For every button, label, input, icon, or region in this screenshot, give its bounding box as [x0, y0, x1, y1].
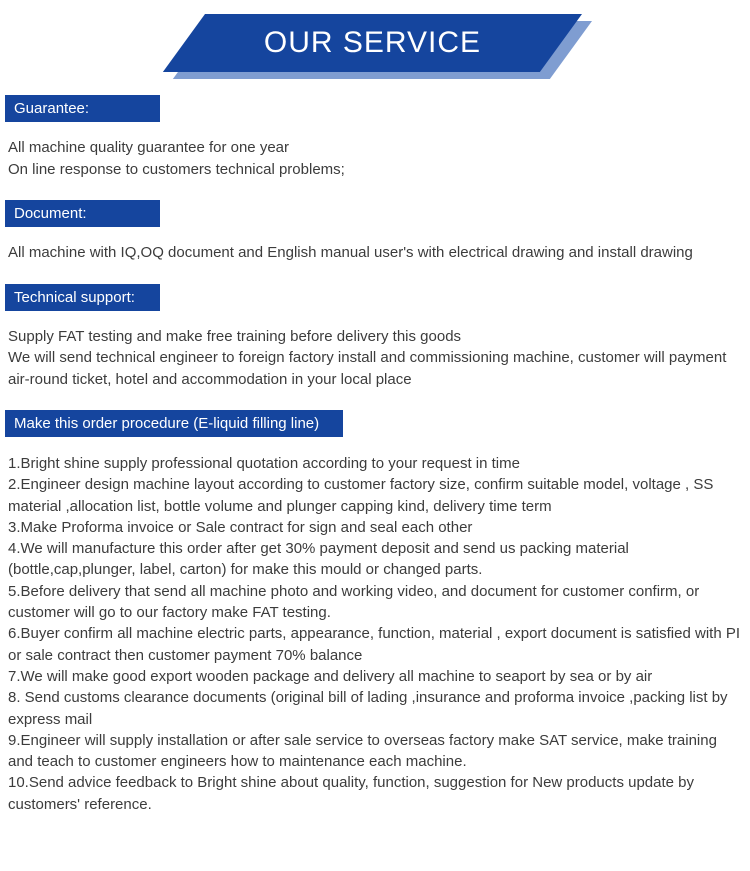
body-text-line: We will send technical engineer to foreign factory install and commissioning machine, customer will payment air-round ticket, hotel and accommodation in your local place [8, 349, 727, 388]
procedure-step: 2.Engineer design machine layout according to customer factory size, confirm suitable model, voltage , SS material ,allocation list, bottle volume and plunger capping kind, delivery time term [8, 476, 714, 515]
our-service-page [0, 14, 750, 815]
procedure-step: 5.Before delivery that send all machine photo and working video, and document for customer confirm, or customer will go to our factory make FAT testing. [8, 582, 700, 622]
body-text-line: On line response to customers technical problems; [8, 160, 345, 178]
procedure-step: 7.We will make good export wooden package and delivery all machine to seaport by sea or by air [8, 667, 653, 685]
section-label-guarantee: Guarantee: [5, 95, 160, 122]
section-guarantee [0, 95, 750, 180]
section-label-order-procedure: Make this order procedure (E-liquid filling line) [5, 410, 343, 437]
body-text-line: Supply FAT testing and make free training before delivery this goods [8, 327, 462, 345]
section-order-procedure [0, 410, 750, 815]
guarantee-paragraph [0, 137, 750, 180]
body-text-line: All machine quality guarantee for one year [8, 139, 290, 156]
section-label-document: Document: [5, 200, 160, 227]
procedure-step-list [0, 453, 750, 815]
section-document [0, 200, 750, 264]
document-paragraph [0, 242, 750, 264]
procedure-step: 6.Buyer confirm all machine electric parts, appearance, function, material , export document is satisfied with PI or sale contract then customer payment 70% balance [8, 625, 741, 664]
procedure-step: 10.Send advice feedback to Bright shine about quality, function, suggestion for New products update by customers' reference. [8, 774, 694, 813]
procedure-step: 4.We will manufacture this order after get 30% payment deposit and send us packing material (bottle,cap,plunger, label, carton) for make this mould or changed parts. [8, 540, 629, 579]
section-technical-support [0, 284, 750, 391]
section-label-technical-support: Technical support: [5, 284, 160, 311]
procedure-step: 9.Engineer will supply installation or after sale service to overseas factory make SAT service, make training and teach to customer engineers how to maintenance each machine. [8, 731, 717, 771]
procedure-step: 1.Bright shine supply professional quotation according to your request in time [8, 455, 520, 472]
procedure-step: 3.Make Proforma invoice or Sale contract for sign and seal each other [8, 518, 473, 536]
technical-support-paragraph [0, 326, 750, 391]
page-title: OUR SERVICE [263, 26, 482, 59]
procedure-step: 8. Send customs clearance documents (original bill of lading ,insurance and proforma invoice ,packing list by express mail [8, 689, 728, 728]
title-banner [0, 14, 750, 79]
body-text-line: All machine with IQ,OQ document and English manual user's with electrical drawing and install drawing [8, 244, 693, 261]
